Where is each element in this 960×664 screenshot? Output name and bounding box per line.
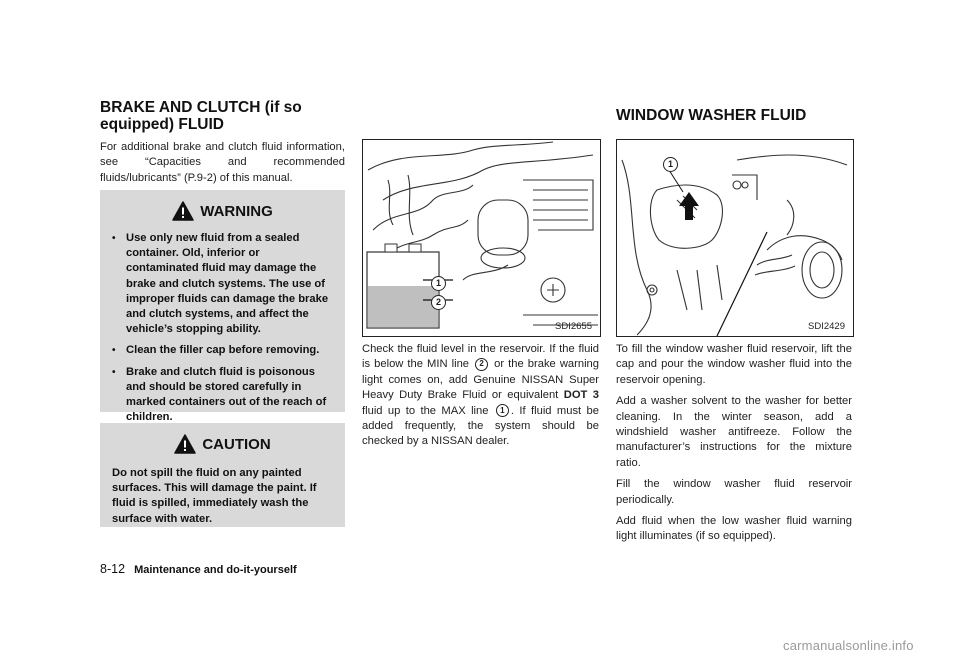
para-text-c: fluid up to the MAX line [362, 404, 489, 417]
marker-min-line: 2 [431, 295, 446, 310]
caution-box [100, 423, 345, 527]
heading-line-2: equipped) FLUID [100, 116, 224, 133]
washer-paragraph: Add a washer solvent to the washer for better cleaning. In the winter season, add a windshield washer antifreeze. Follow the manufacturer’s instructions for the mixture ratio. [616, 395, 852, 469]
warning-item: • Use only new fluid from a sealed container. Old, inferior or contaminated fluid may damage the brake and clutch systems. The use of improper fluids can damage the brake and clutch systems, and affect the vehicle’s stopping ability. [108, 231, 333, 337]
heading-line-1: BRAKE AND CLUTCH (if so [100, 99, 302, 116]
section-name: Maintenance and do-it-yourself [134, 564, 297, 576]
warning-item: • Clean the filler cap before removing. [108, 343, 333, 358]
engine-bay-illustration [363, 140, 600, 336]
intro-paragraph [100, 140, 345, 192]
warning-box [100, 190, 345, 424]
brake-reservoir-figure [362, 139, 601, 337]
warning-title [100, 201, 345, 221]
washer-paragraph: Add fluid when the low washer fluid warning light illuminates (if so equipped). [616, 515, 852, 543]
caution-title-text: CAUTION [202, 435, 271, 453]
page-footer [100, 562, 297, 576]
warning-item: • Brake and clutch fluid is poisonous and should be stored carefully in marked containers out of the reach of children. [108, 365, 333, 426]
warning-title-text: WARNING [200, 202, 273, 220]
warning-list [108, 231, 333, 425]
page-number: 8-12 [100, 562, 126, 576]
figure-code: SDI2655 [555, 321, 592, 332]
washer-fluid-text [616, 342, 852, 551]
inline-marker-min: 2 [475, 358, 488, 371]
dot3-label: DOT 3 [563, 389, 600, 402]
washer-paragraph: Fill the window washer fluid reservoir periodically. [616, 478, 852, 506]
warning-triangle-icon [172, 201, 194, 221]
brake-fluid-paragraph [362, 342, 599, 450]
washer-illustration [617, 140, 853, 336]
para-text-d: . If fluid must be added frequently, the system should be checked by a NISSAN dealer. [362, 404, 600, 448]
watermark: carmanualsonline.info [783, 638, 914, 653]
washer-paragraph: To fill the window washer fluid reservoir, lift the cap and pour the window washer fluid into the reservoir opening. [616, 343, 852, 386]
intro-text: For additional brake and clutch fluid information, see “Capacities and recommended fluids/lubricants” (P.9-2) of this manual. [100, 141, 345, 184]
washer-reservoir-figure [616, 139, 854, 337]
marker-reservoir-cap: 1 [663, 157, 678, 172]
inline-marker-max: 1 [496, 404, 509, 417]
caution-triangle-icon [174, 434, 196, 454]
caution-text: Do not spill the fluid on any painted surfaces. This will damage the paint. If fluid is spilled, immediately wash the surface with water. [112, 467, 317, 525]
figure-code: SDI2429 [808, 321, 845, 332]
para-text-a: Check the fluid level in the reservoir. If the fluid is below the MIN line [362, 343, 599, 371]
caution-title [100, 434, 345, 454]
section-heading-washer: WINDOW WASHER FLUID [616, 107, 807, 124]
section-heading-brake-clutch [100, 99, 340, 133]
para-text-b: or the brake warning light comes on, add Genuine NISSAN Super Heavy Duty Brake Fluid or equivalent [362, 358, 599, 402]
marker-max-line: 1 [431, 276, 446, 291]
